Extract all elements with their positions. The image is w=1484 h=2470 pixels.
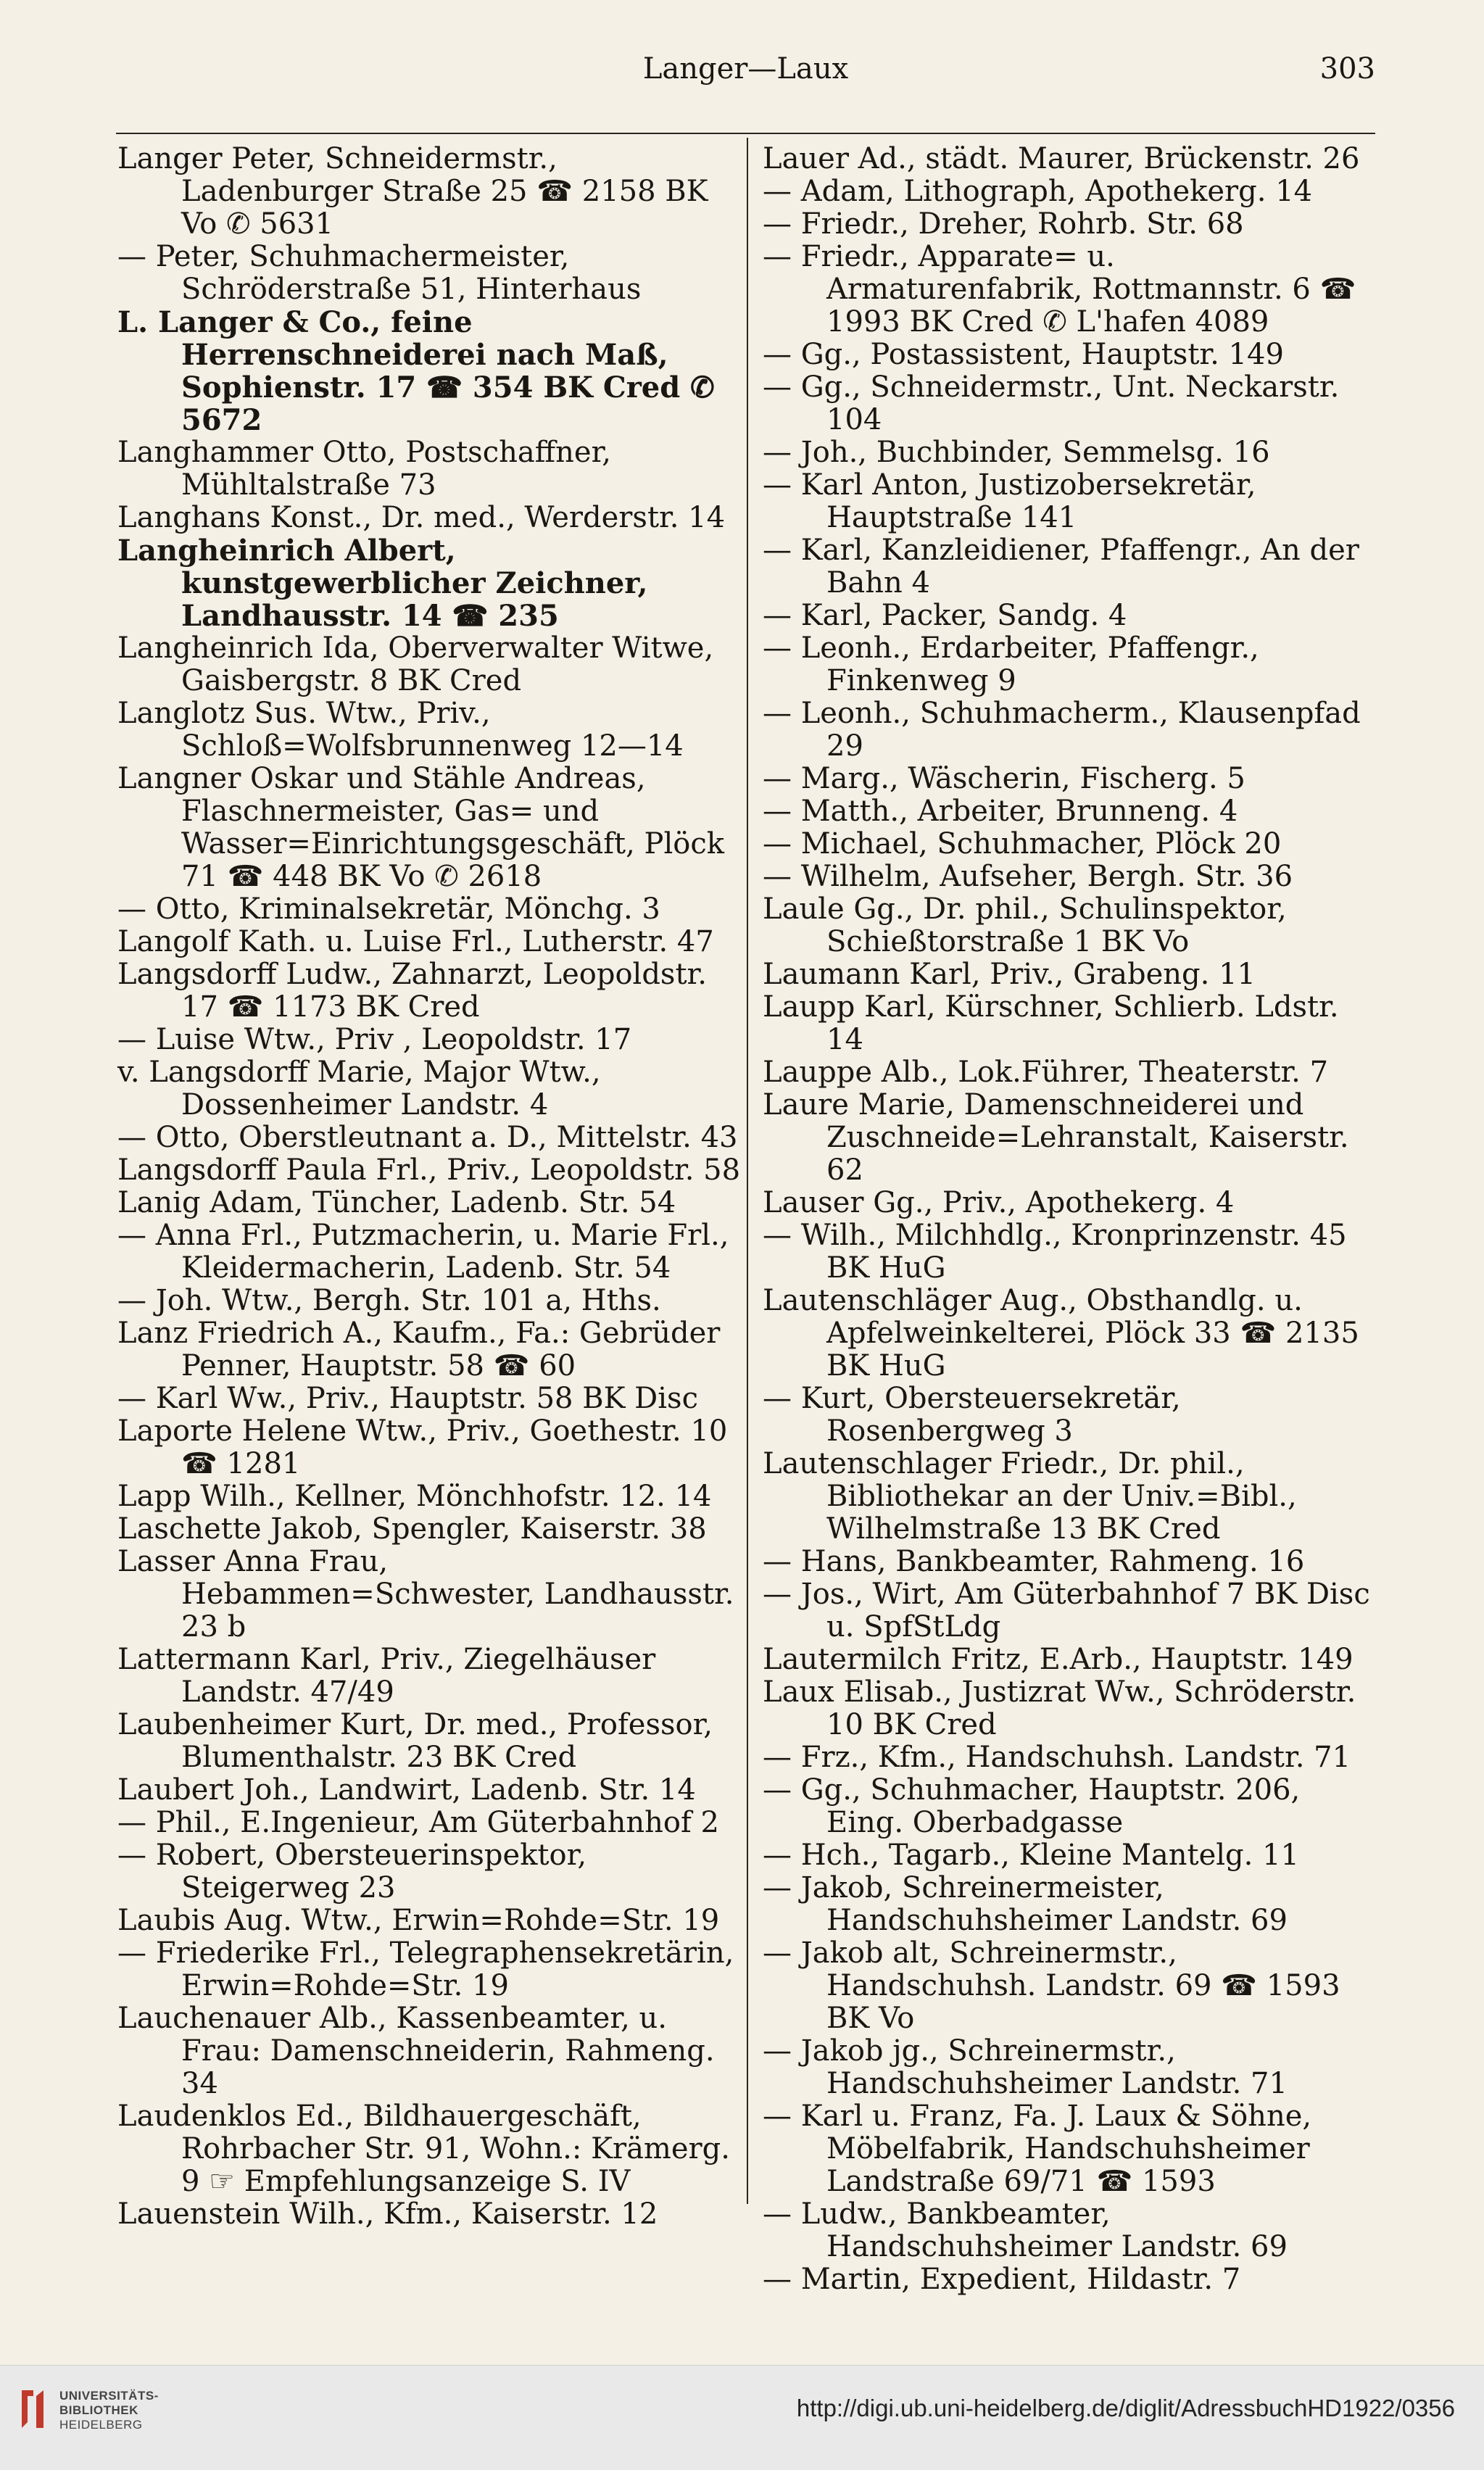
right-column [763, 143, 1375, 2296]
directory-entry: — Wilhelm, Aufseher, Bergh. Str. 36 [763, 860, 1293, 893]
directory-entry: Laubert Joh., Landwirt, Ladenb. Str. 14 [117, 1773, 696, 1807]
directory-entry: — Anna Frl., Putzmacherin, u. Marie Frl., Kleidermacherin, Ladenb. Str. 54 [117, 1219, 729, 1285]
directory-entry: — Matth., Arbeiter, Brunneng. 4 [763, 795, 1238, 828]
directory-entry: — Leonh., Schuhmacherm., Klausenpfad 29 [763, 697, 1361, 763]
directory-entry: — Leonh., Erdarbeiter, Pfaffengr., Finkenweg 9 [763, 631, 1259, 697]
directory-entry: Langhammer Otto, Postschaffner, Mühltalstraße 73 [117, 436, 612, 502]
directory-entry: — Hch., Tagarb., Kleine Mantelg. 11 [763, 1839, 1299, 1872]
directory-entry: Laumann Karl, Priv., Grabeng. 11 [763, 958, 1256, 991]
directory-entry: L. Langer & Co., feine Herrenschneiderei nach Maß, Sophienstr. 17 ☎ 354 BK Cred ✆ 5672 [117, 305, 715, 437]
directory-entry: Langhans Konst., Dr. med., Werderstr. 14 [117, 501, 726, 534]
directory-entry: — Gg., Schuhmacher, Hauptstr. 206, Eing. Oberbadgasse [763, 1773, 1301, 1839]
directory-entry: — Gg., Schneidermstr., Unt. Neckarstr. 104 [763, 370, 1340, 436]
directory-entry: — Otto, Oberstleutnant a. D., Mittelstr. 43 [117, 1121, 738, 1154]
directory-entry: Lauppe Alb., Lok.Führer, Theaterstr. 7 [763, 1056, 1329, 1089]
directory-entry: Laure Marie, Damenschneiderei und Zuschneide=Lehranstalt, Kaiserstr. 62 [763, 1088, 1349, 1187]
directory-entry: — Karl u. Franz, Fa. J. Laux & Söhne, Möbelfabrik, Handschuhsheimer Landstraße 69/71 ☎ 1593 [763, 2100, 1312, 2198]
directory-entry: — Gg., Postassistent, Hauptstr. 149 [763, 338, 1284, 371]
directory-entry: Lautermilch Fritz, E.Arb., Hauptstr. 149 [763, 1643, 1354, 1676]
directory-entry: Lanig Adam, Tüncher, Ladenb. Str. 54 [117, 1186, 676, 1219]
page-header [116, 52, 1375, 96]
directory-entry: — Martin, Expedient, Hildastr. 7 [763, 2263, 1241, 2296]
library-name-line1: UNIVERSITÄTS- [59, 2389, 159, 2403]
directory-entry: Langner Oskar und Stähle Andreas, Flaschnermeister, Gas= und Wasser=Einrichtungsgeschäft, Plöck 71 ☎ 448 BK Vo ✆ 2618 [117, 762, 724, 893]
directory-entry: Lanz Friedrich A., Kaufm., Fa.: Gebrüder Penner, Hauptstr. 58 ☎ 60 [117, 1317, 721, 1383]
library-name [59, 2389, 159, 2432]
directory-entry: — Hans, Bankbeamter, Rahmeng. 16 [763, 1545, 1305, 1578]
directory-entry: — Jakob, Schreinermeister, Handschuhsheimer Landstr. 69 [763, 1871, 1288, 1937]
column-divider [747, 138, 748, 2204]
directory-entry: — Adam, Lithograph, Apothekerg. 14 [763, 175, 1313, 208]
directory-entry: Langsdorff Paula Frl., Priv., Leopoldstr. 58 [117, 1153, 741, 1187]
directory-entry: Laubenheimer Kurt, Dr. med., Professor, Blumenthalstr. 23 BK Cred [117, 1708, 713, 1774]
directory-entry: — Friederike Frl., Telegraphensekretärin, Erwin=Rohde=Str. 19 [117, 1936, 734, 2002]
directory-entry: — Karl Anton, Justizobersekretär, Hauptstraße 141 [763, 468, 1256, 534]
directory-entry: — Robert, Obersteuerinspektor, Steigerweg 23 [117, 1839, 587, 1905]
university-logo-icon [16, 2387, 49, 2431]
directory-entry: Lauser Gg., Priv., Apothekerg. 4 [763, 1186, 1235, 1219]
source-url-link[interactable]: http://digi.ub.uni-heidelberg.de/diglit/AdressbuchHD1922/0356 [796, 2395, 1455, 2421]
directory-entry: Laubis Aug. Wtw., Erwin=Rohde=Str. 19 [117, 1904, 720, 1937]
directory-entry: — Frz., Kfm., Handschuhsh. Landstr. 71 [763, 1741, 1351, 1774]
directory-entry: Lautenschlager Friedr., Dr. phil., Bibliothekar an der Univ.=Bibl., Wilhelmstraße 13 BK Cred [763, 1447, 1297, 1546]
directory-entry: — Friedr., Apparate= u. Armaturenfabrik, Rottmannstr. 6 ☎ 1993 BK Cred ✆ L'hafen 4089 [763, 240, 1356, 339]
directory-entry: Langer Peter, Schneidermstr., Ladenburger Straße 25 ☎ 2158 BK Vo ✆ 5631 [117, 142, 708, 241]
directory-entry: Laudenklos Ed., Bildhauergeschäft, Rohrbacher Str. 91, Wohn.: Krämerg. 9 ☞ Empfehlungsanzeige S. IV [117, 2100, 730, 2198]
directory-entry: Laule Gg., Dr. phil., Schulinspektor, Schießtorstraße 1 BK Vo [763, 892, 1287, 958]
directory-entry: Langheinrich Ida, Oberverwalter Witwe, Gaisbergstr. 8 BK Cred [117, 631, 714, 697]
directory-entry: — Friedr., Dreher, Rohrb. Str. 68 [763, 207, 1244, 241]
directory-entry: Laschette Jakob, Spengler, Kaiserstr. 38 [117, 1512, 707, 1546]
directory-entry: — Ludw., Bankbeamter, Handschuhsheimer Landstr. 69 [763, 2197, 1288, 2263]
directory-entry: — Karl, Packer, Sandg. 4 [763, 599, 1127, 632]
directory-entry: — Luise Wtw., Priv , Leopoldstr. 17 [117, 1023, 632, 1056]
running-title: Langer—Laux [642, 52, 849, 86]
directory-entry: — Otto, Kriminalsekretär, Mönchg. 3 [117, 892, 660, 926]
directory-entry: v. Langsdorff Marie, Major Wtw., Dossenheimer Landstr. 4 [117, 1056, 601, 1122]
directory-entry: — Wilh., Milchhdlg., Kronprinzenstr. 45 BK HuG [763, 1219, 1347, 1285]
directory-entry: — Peter, Schuhmachermeister, Schröderstraße 51, Hinterhaus [117, 240, 642, 306]
footer-bar [0, 2365, 1484, 2470]
directory-entry: Langheinrich Albert, kunstgewerblicher Zeichner, Landhausstr. 14 ☎ 235 [117, 534, 648, 633]
directory-entry: — Jakob jg., Schreinermstr., Handschuhsheimer Landstr. 71 [763, 2034, 1288, 2100]
directory-entry: — Jakob alt, Schreinermstr., Handschuhsh. Landstr. 69 ☎ 1593 BK Vo [763, 1936, 1340, 2035]
directory-entry: — Joh. Wtw., Bergh. Str. 101 a, Hths. [117, 1284, 661, 1317]
header-rule [116, 133, 1375, 134]
directory-entry: Lauchenauer Alb., Kassenbeamter, u. Frau: Damenschneiderin, Rahmeng. 34 [117, 2002, 715, 2100]
directory-entry: Langolf Kath. u. Luise Frl., Lutherstr. 47 [117, 925, 714, 958]
directory-entry: Langlotz Sus. Wtw., Priv., Schloß=Wolfsbrunnenweg 12—14 [117, 697, 684, 763]
page-number: 303 [1319, 52, 1375, 86]
directory-entry: — Karl, Kanzleidiener, Pfaffengr., An der Bahn 4 [763, 534, 1359, 600]
directory-entry: — Kurt, Obersteuersekretär, Rosenbergweg 3 [763, 1382, 1181, 1448]
directory-entry: Lauenstein Wilh., Kfm., Kaiserstr. 12 [117, 2197, 658, 2231]
directory-entry: Langsdorff Ludw., Zahnarzt, Leopoldstr. 17 ☎ 1173 BK Cred [117, 958, 707, 1024]
directory-entry: — Jos., Wirt, Am Güterbahnhof 7 BK Disc u. SpfStLdg [763, 1578, 1370, 1644]
library-name-line3: HEIDELBERG [59, 2418, 143, 2432]
directory-entry: Laporte Helene Wtw., Priv., Goethestr. 10 ☎ 1281 [117, 1414, 728, 1480]
directory-entry: Lasser Anna Frau, Hebammen=Schwester, Landhausstr. 23 b [117, 1545, 734, 1644]
directory-entry: Laupp Karl, Kürschner, Schlierb. Ldstr. 14 [763, 990, 1339, 1056]
directory-entry: Lapp Wilh., Kellner, Mönchhofstr. 12. 14 [117, 1480, 712, 1513]
directory-entry: — Karl Ww., Priv., Hauptstr. 58 BK Disc [117, 1382, 698, 1415]
directory-entry: Lautenschläger Aug., Obsthandlg. u. Apfelweinkelterei, Plöck 33 ☎ 2135 BK HuG [763, 1284, 1359, 1383]
directory-entry: — Phil., E.Ingenieur, Am Güterbahnhof 2 [117, 1806, 719, 1839]
directory-entry: Lauer Ad., städt. Maurer, Brückenstr. 26 [763, 142, 1360, 175]
library-name-line2: BIBLIOTHEK [59, 2403, 138, 2417]
directory-entry: — Michael, Schuhmacher, Plöck 20 [763, 827, 1282, 861]
directory-entry: Lattermann Karl, Priv., Ziegelhäuser Landstr. 47/49 [117, 1643, 656, 1709]
directory-entry: — Marg., Wäscherin, Fischerg. 5 [763, 762, 1245, 795]
directory-entry: Laux Elisab., Justizrat Ww., Schröderstr. 10 BK Cred [763, 1675, 1356, 1741]
left-column [117, 143, 741, 2231]
directory-entry: — Joh., Buchbinder, Semmelsg. 16 [763, 436, 1270, 469]
